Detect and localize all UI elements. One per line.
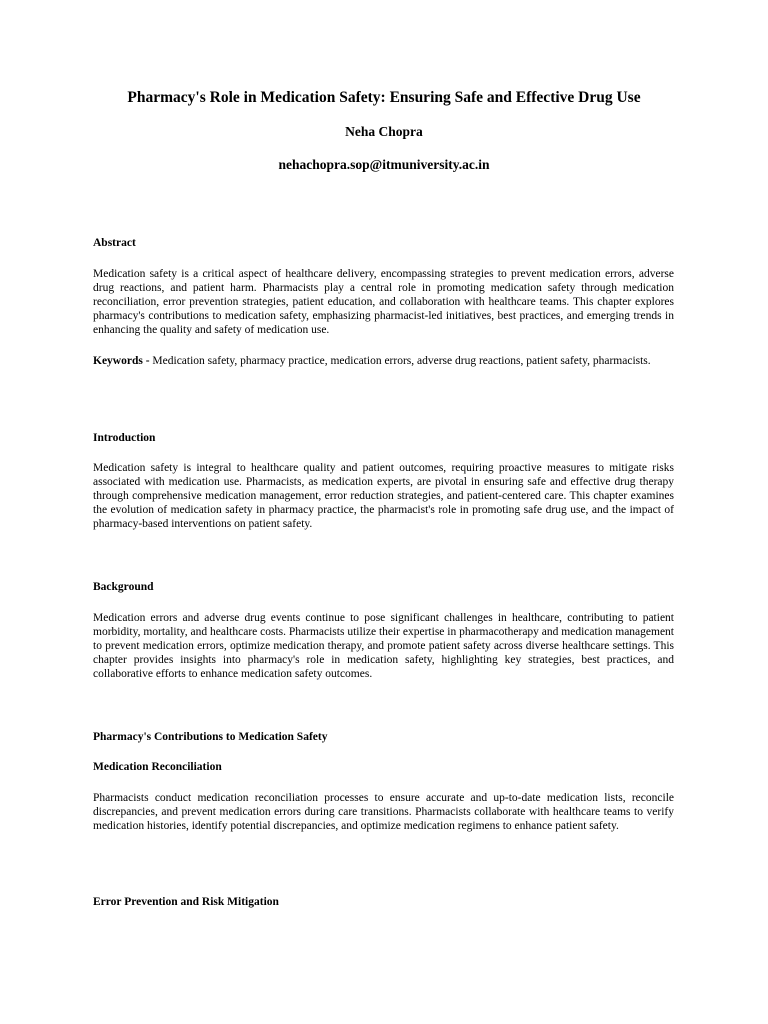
introduction-text: Medication safety is integral to healthcare quality and patient outcomes, requiring proactive measures to mitigate risks associated with medication use. Pharmacists, as medication experts, are pivotal in ensuring safe and effective drug therapy through comprehensive medication management, error reduction strategies, and patient-centered care. This chapter examines the evolution of medication safety in pharmacy practice, the pharmacist's role in promoting safe drug use, and the impact of pharmacy-based interventions on patient safety. (93, 462, 674, 530)
document-title: Pharmacy's Role in Medication Safety: Ensuring Safe and Effective Drug Use (127, 89, 641, 106)
keywords-label: Keywords - (93, 355, 150, 367)
reconciliation-text: Pharmacists conduct medication reconciliation processes to ensure accurate and up-to-date medication lists, reconcile discrepancies, and prevent medication errors during care transitions. Pharmacists collaborate with healthcare teams to verify medication histories, identify potential discrepancies, and optimize medication regimens to enhance patient safety. (93, 792, 674, 832)
author-name: Neha Chopra (345, 124, 423, 139)
keywords-text: Medication safety, pharmacy practice, medication errors, adverse drug reactions, patient safety, pharmacists. (149, 355, 651, 367)
background-text: Medication errors and adverse drug events continue to pose significant challenges in healthcare, contributing to patient morbidity, mortality, and healthcare costs. Pharmacists utilize their expertise in pharmacotherapy and medication management to prevent medication errors, optimize medication therapy, and promote patient safety across diverse healthcare settings. This chapter provides insights into pharmacy's role in medication safety, highlighting key strategies, best practices, and collaborative efforts to enhance medication safety outcomes. (93, 612, 674, 680)
reconciliation-heading: Medication Reconciliation (93, 761, 222, 773)
keywords-paragraph (93, 354, 674, 368)
author-email: nehachopra.sop@itmuniversity.ac.in (278, 157, 490, 172)
background-heading: Background (93, 581, 154, 593)
abstract-heading: Abstract (93, 237, 136, 249)
abstract-text: Medication safety is a critical aspect of healthcare delivery, encompassing strategies to prevent medication errors, adverse drug reactions, and patient harm. Pharmacists play a central role in promoting medication safety through medication reconciliation, error prevention strategies, patient education, and collaboration with healthcare teams. This chapter explores pharmacy's contributions to medication safety, emphasizing pharmacist-led initiatives, best practices, and emerging trends in enhancing the quality and safety of medication use. (93, 268, 674, 336)
error-prevention-heading: Error Prevention and Risk Mitigation (93, 896, 279, 908)
introduction-heading: Introduction (93, 432, 156, 444)
contributions-heading: Pharmacy's Contributions to Medication Safety (93, 731, 328, 743)
